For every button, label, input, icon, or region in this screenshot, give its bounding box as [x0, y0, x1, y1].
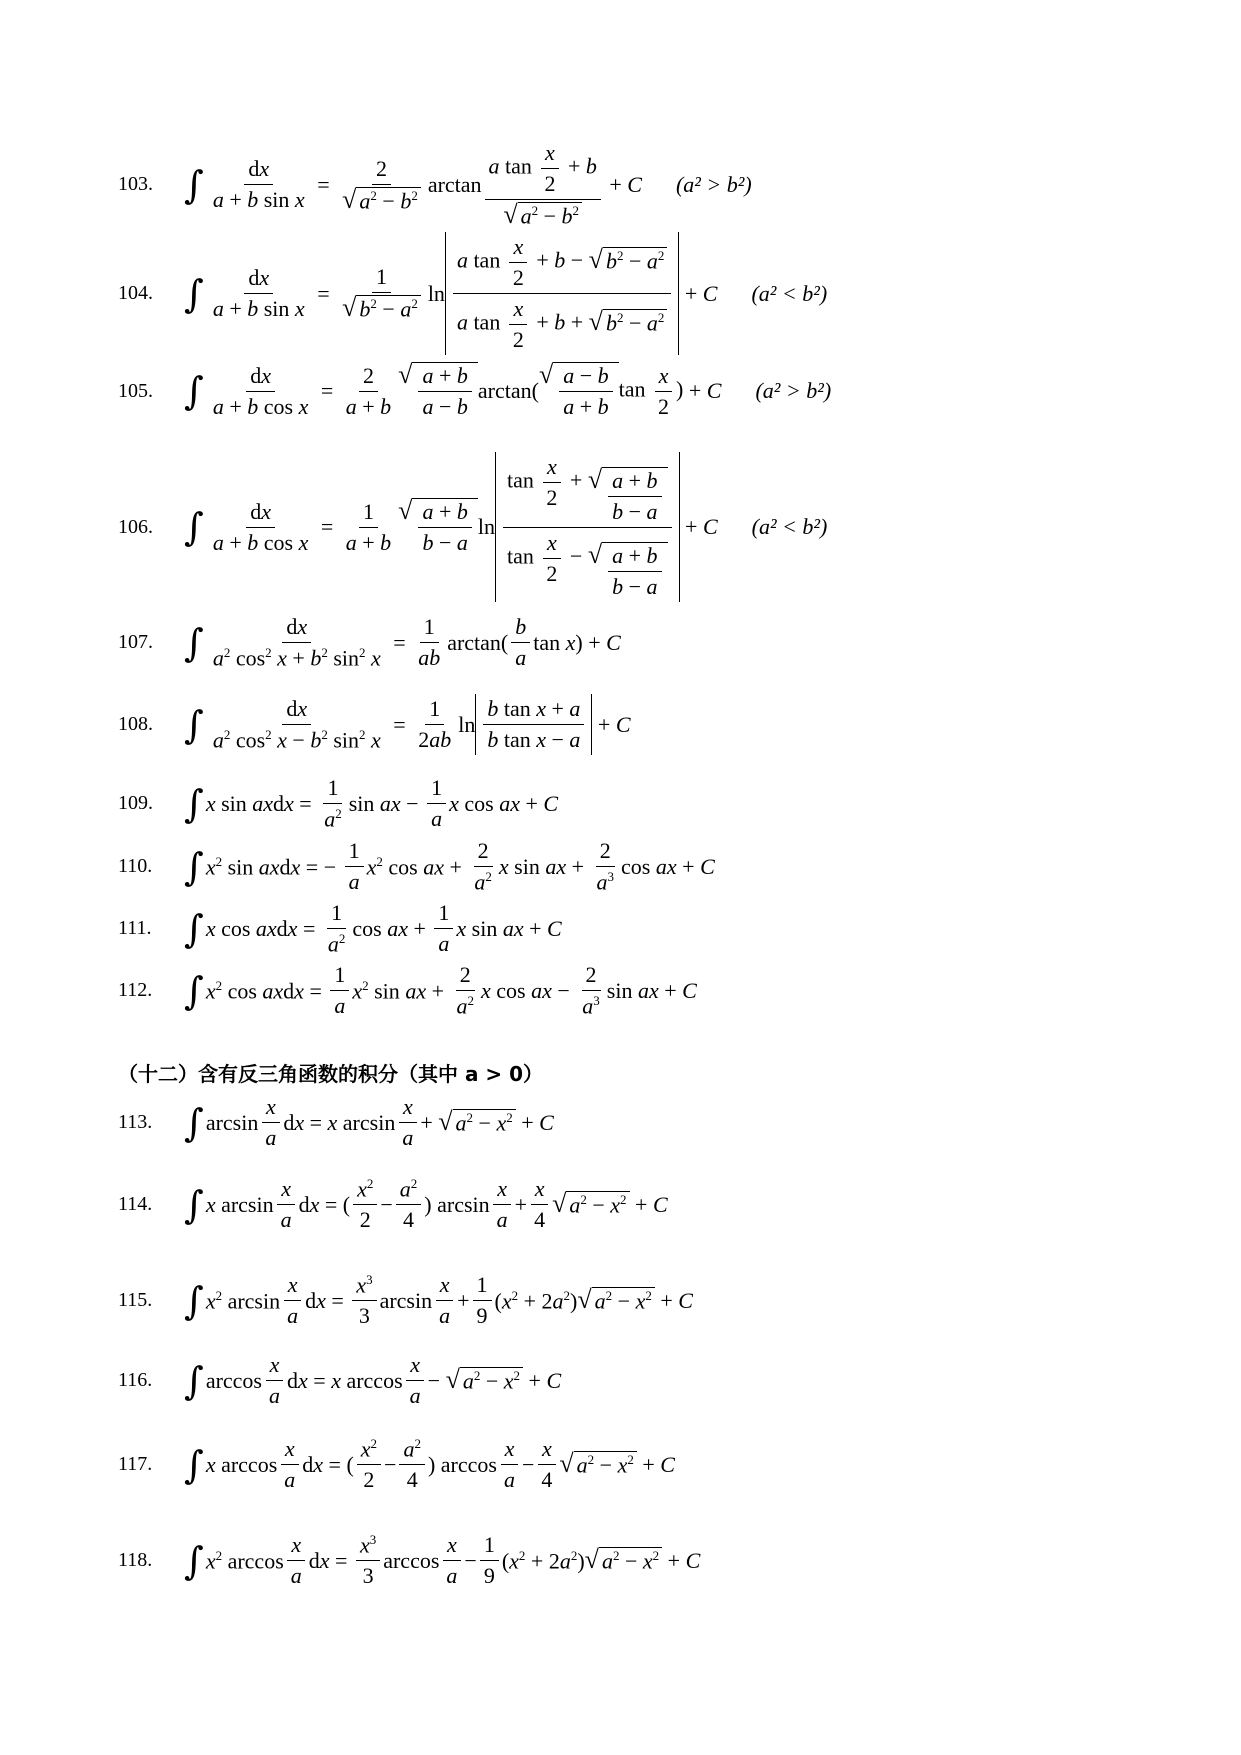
formula-108: 108. ∫ $\frac{dx}{a^2 \cos^2 x - b^2 \sin^2 x}$ = $\frac{1}{2ab}$ ln $\frac{\text{b tan x + a}}{\text{b tan x − a}}$ + C [118, 694, 631, 755]
formula-106: 106. ∫ $\frac{dx}{\text{a + b cos x}}$ = $\frac{1}{a + b}$ √ $\frac{a + b}{b - a}$ ln tan $\frac{x}{2}$ + √ $\frac{a + b}{b - a}$ tan $\frac{x}{2}$ − √ $\frac{a + b}{b - a}$ + C (a² < b²) [118, 452, 827, 602]
formula-111: 111. ∫ x cos axdx = $\frac{1}{a^2}$ cos ax + $\frac{1}{a}$ x sin ax + C [118, 900, 562, 957]
formula-107: 107. ∫ $\frac{dx}{a^2 \cos^2 x + b^2 \sin^2 x}$ = $\frac{1}{ab}$ arctan( $\frac{b}{a}$ tan x) + C [118, 614, 621, 671]
formula-105: 105. ∫ $\frac{dx}{\text{a + b cos x}}$ = $\frac{2}{a + b}$ √ $\frac{a + b}{a - b}$ arctan( √ $\frac{a - b}{a + b}$ tan $\frac{x}{2}$ ) + C (a² > b²) [118, 360, 832, 419]
formula-117: 117. ∫ x arccos $\frac{x}{a}$ dx = ( $\frac{x^2}{2}$ − $\frac{a^2}{4}$ ) arccos $\frac{x}{a}$ − $\frac{x}{4}$ √ $a^2 - x^2$ + C [118, 1436, 675, 1493]
formula-109: 109. ∫ x sin axdx = $\frac{1}{a^2}$ sin ax − $\frac{1}{a}$ x cos ax + C [118, 775, 559, 832]
formula-115: 115. ∫ $x^2$ arcsin $\frac{x}{a}$ dx = $\frac{x^3}{3}$ arcsin $\frac{x}{a}$ + $\frac{1}{9}$ $(x^2 + 2a^2)$ √ $a^2 - x^2$ + C [118, 1272, 693, 1329]
formula-110: 110. ∫ $x^2$ sin axdx = − $\frac{1}{a}$ $x^2$ cos ax + $\frac{2}{a^2}$ x sin ax + $\frac{2}{a^3}$ cos ax + C [118, 838, 715, 895]
formula-113: 113. ∫ arcsin $\frac{x}{a}$ dx = x arcsin $\frac{x}{a}$ + √ $a^2 - x^2$ + C [118, 1094, 554, 1150]
formula-104: 104. ∫ $\frac{dx}{\text{a + b sin x}}$ = 1 √ $b^2 - a^2$ ln a tan $\frac{x}{2}$ + b − √ $b^2 - a^2$ a tan $\frac{x}{2}$ + b + √ $b^2 - a^2$ + C (a² < b²) [118, 232, 827, 355]
formula-118: 118. ∫ $x^2$ arccos $\frac{x}{a}$ dx = $\frac{x^3}{3}$ arccos $\frac{x}{a}$ − $\frac{1}{9}$ $(x^2 + 2a^2)$ √ $a^2 - x^2$ + C [118, 1532, 701, 1589]
section-heading: （十二）含有反三角函数的积分（其中 a > 0） [118, 1062, 544, 1086]
formula-112: 112. ∫ $x^2$ cos axdx = $\frac{1}{a}$ $x^2$ sin ax + $\frac{2}{a^2}$ x cos ax − $\frac{2}{a^3}$ sin ax + C [118, 962, 697, 1019]
formula-116: 116. ∫ arccos $\frac{x}{a}$ dx = x arccos $\frac{x}{a}$ − √ $a^2 - x^2$ + C [118, 1352, 562, 1408]
formula-103: 103. ∫ $\frac{dx}{\text{a + b sin x}}$ = 2 √ $a^2 - b^2$ arctan a tan $\frac{x}{2}$ + b √ $a^2 - b^2$ + C (a² > b²) [118, 140, 752, 229]
formula-114: 114. ∫ x arcsin $\frac{x}{a}$ dx = ( $\frac{x^2}{2}$ − $\frac{a^2}{4}$ ) arcsin $\frac{x}{a}$ + $\frac{x}{4}$ √ $a^2 - x^2$ + C [118, 1176, 668, 1233]
formula-number: 103. [118, 173, 153, 196]
